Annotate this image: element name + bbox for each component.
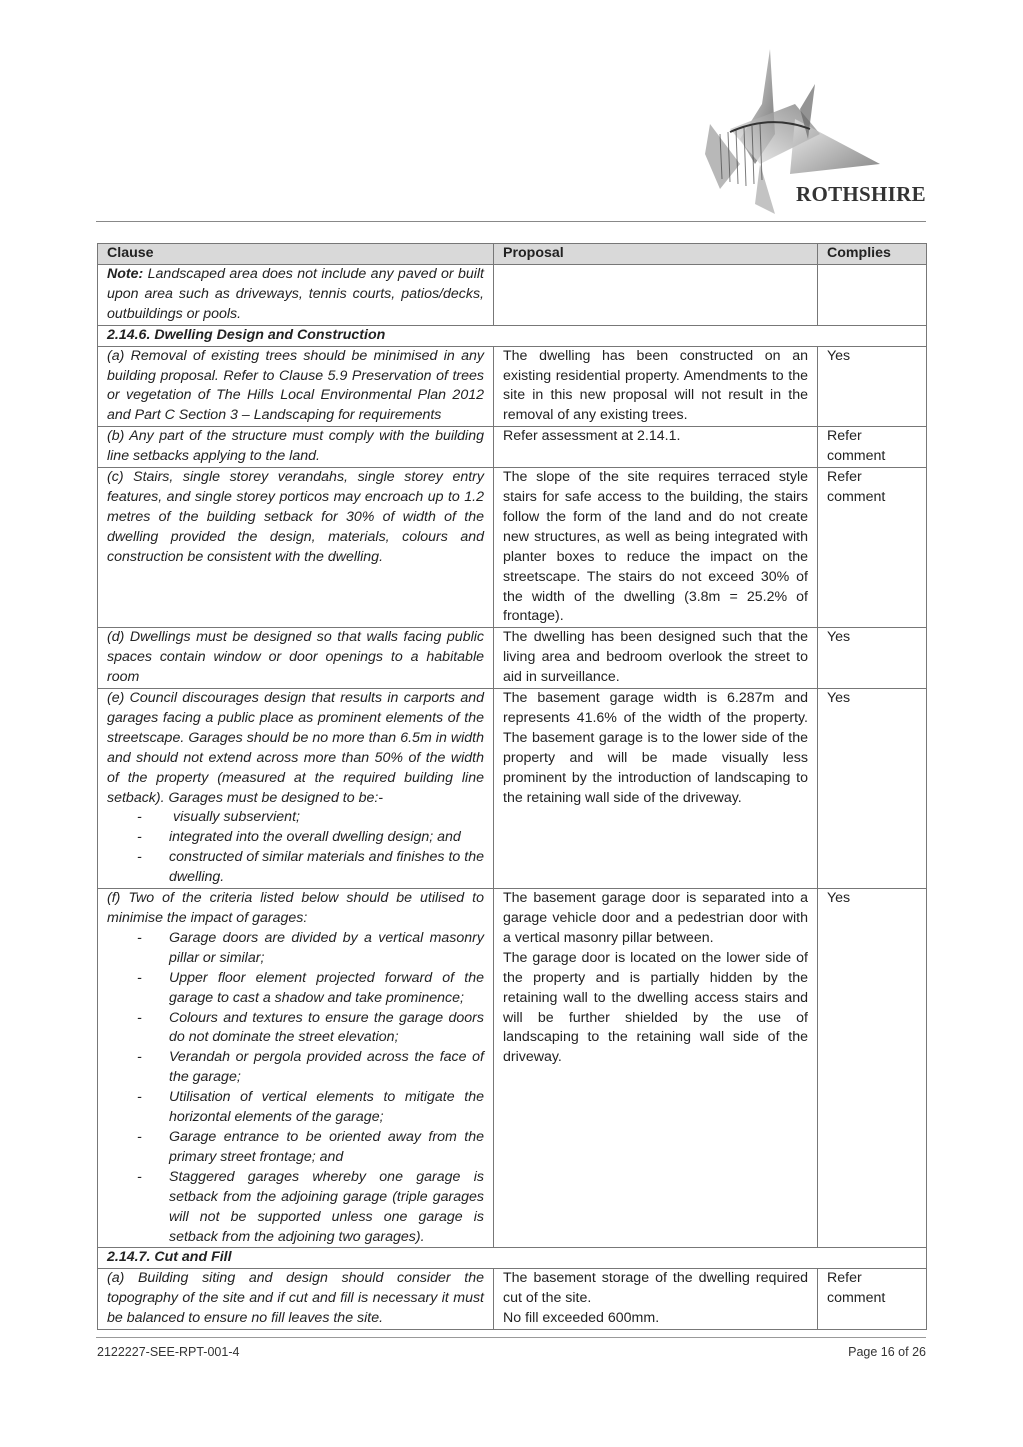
clause-intro: (e) Council discourages design that results in carports and garages facing a public place as prominent elements of the streetscape. Garages should be no more than 6.5m in width and should not extend across more than 50% of the width of the property (measured at the required building line setback). Garages must be designed to be:- (107, 690, 484, 806)
table-row (98, 1269, 927, 1330)
proposal-cell: Refer assessment at 2.14.1. (494, 427, 818, 468)
table-row (98, 427, 927, 468)
clause-cell: (a) Building siting and design should consider the topography of the site and if cut and fill is necessary it must be balanced to ensure no fill leaves the site. (98, 1269, 494, 1330)
list-item: - visually subservient; (107, 808, 484, 828)
clause-cell (98, 889, 494, 1248)
proposal-cell: The basement garage width is 6.287m and represents 41.6% of the width of the property. The basement garage is to the lower side of the property and will be made visually less prominent by the introduction of landscaping to the retaining wall side of the driveway. (494, 689, 818, 889)
document-reference: 2122227-SEE-RPT-001-4 (97, 1345, 240, 1359)
proposal-cell (494, 889, 818, 1248)
proposal-cell (494, 1269, 818, 1330)
column-header-clause: Clause (98, 244, 494, 265)
note-proposal-cell (494, 265, 818, 326)
proposal-paragraph: The basement garage door is separated into a garage vehicle door and a pedestrian door with a vertical masonry pillar between. (503, 890, 808, 946)
column-header-proposal: Proposal (494, 244, 818, 265)
section-heading: 2.14.7. Cut and Fill (98, 1248, 927, 1269)
brand-name: ROTHSHIRE (796, 182, 926, 206)
complies-cell: Yes (818, 889, 927, 1248)
table-row (98, 468, 927, 628)
list-item: - Garage doors are divided by a vertical masonry pillar or similar; (107, 929, 484, 969)
list-item: - Colours and textures to ensure the garage doors do not dominate the street elevation; (107, 1009, 484, 1049)
proposal-paragraph: The garage door is located on the lower side of the property and is partially hidden by the retaining wall to the dwelling access stairs and will be further shielded by the use of landscaping to the retaining wall side of the driveway. (503, 949, 808, 1066)
column-header-complies: Complies (818, 244, 927, 265)
complies-cell: Refer comment (818, 1269, 927, 1330)
section-row (98, 325, 927, 346)
list-item: - Utilisation of vertical elements to mitigate the horizontal elements of the garage; (107, 1088, 484, 1128)
clause-intro: (f) Two of the criteria listed below should be utilised to minimise the impact of garages: (107, 890, 484, 926)
table-header-row (98, 244, 927, 265)
note-row (98, 265, 927, 326)
complies-cell: Yes (818, 628, 927, 689)
list-item: - Garage entrance to be oriented away from the primary street frontage; and (107, 1128, 484, 1168)
list-item: - Upper floor element projected forward of the garage to cast a shadow and take prominence; (107, 969, 484, 1009)
proposal-cell: The dwelling has been constructed on an existing residential property. Amendments to the site in this new proposal will not result in the removal of any existing trees. (494, 346, 818, 427)
note-complies-cell (818, 265, 927, 326)
table-row (98, 689, 927, 889)
list-item: - constructed of similar materials and finishes to the dwelling. (107, 848, 484, 888)
proposal-paragraph: No fill exceeded 600mm. (503, 1310, 660, 1327)
note-label: Note: (107, 266, 144, 282)
complies-cell: Yes (818, 689, 927, 889)
table-row (98, 346, 927, 427)
list-item: - Staggered garages whereby one garage is setback from the adjoining garage (triple garages will not be supported unless one garage is setback from the adjoining two garages). (107, 1168, 484, 1248)
section-row (98, 1248, 927, 1269)
footer-divider (96, 1337, 926, 1338)
clause-bullets (107, 929, 484, 1248)
list-item: - integrated into the overall dwelling design; and (107, 828, 484, 848)
note-cell (98, 265, 494, 326)
proposal-cell: The dwelling has been designed such that the living area and bedroom overlook the street to aid in surveillance. (494, 628, 818, 689)
complies-cell: Refer comment (818, 468, 927, 628)
section-heading: 2.14.6. Dwelling Design and Construction (98, 325, 927, 346)
proposal-cell: The slope of the site requires terraced style stairs for safe access to the building, the stairs follow the form of the land and do not create new structures, as well as being integrated with planter boxes to reduce the impact on the streetscape. The stairs do not exceed 30% of the width of the dwelling (3.8m = 25.2% of frontage). (494, 468, 818, 628)
complies-cell: Yes (818, 346, 927, 427)
header-divider (96, 221, 926, 222)
table-row (98, 628, 927, 689)
clause-cell (98, 689, 494, 889)
proposal-paragraph: The basement storage of the dwelling required cut of the site. (503, 1270, 808, 1307)
clause-cell: (c) Stairs, single storey verandahs, single storey entry features, and single storey porticos may encroach up to 1.2 metres of the building setback for 30% of width of the dwelling provided the design, materials, colours and construction be consistent with the dwelling. (98, 468, 494, 628)
page-number: Page 16 of 26 (848, 1345, 926, 1359)
clause-cell: (a) Removal of existing trees should be minimised in any building proposal. Refer to Clause 5.9 Preservation of trees or vegetation of The Hills Local Environmental Plan 2012 and Part C Section 3 – Landscaping for requirements (98, 346, 494, 427)
compliance-table (97, 243, 927, 1330)
clause-cell: (d) Dwellings must be designed so that walls facing public spaces contain window or door openings to a habitable room (98, 628, 494, 689)
note-text: Landscaped area does not include any paved or built upon area such as driveways, tennis courts, patios/decks, outbuildings or pools. (107, 266, 484, 322)
complies-cell: Refer comment (818, 427, 927, 468)
clause-cell: (b) Any part of the structure must comply with the building line setbacks applying to the land. (98, 427, 494, 468)
table-row (98, 889, 927, 1248)
clause-bullets (107, 808, 484, 888)
list-item: - Verandah or pergola provided across the face of the garage; (107, 1048, 484, 1088)
